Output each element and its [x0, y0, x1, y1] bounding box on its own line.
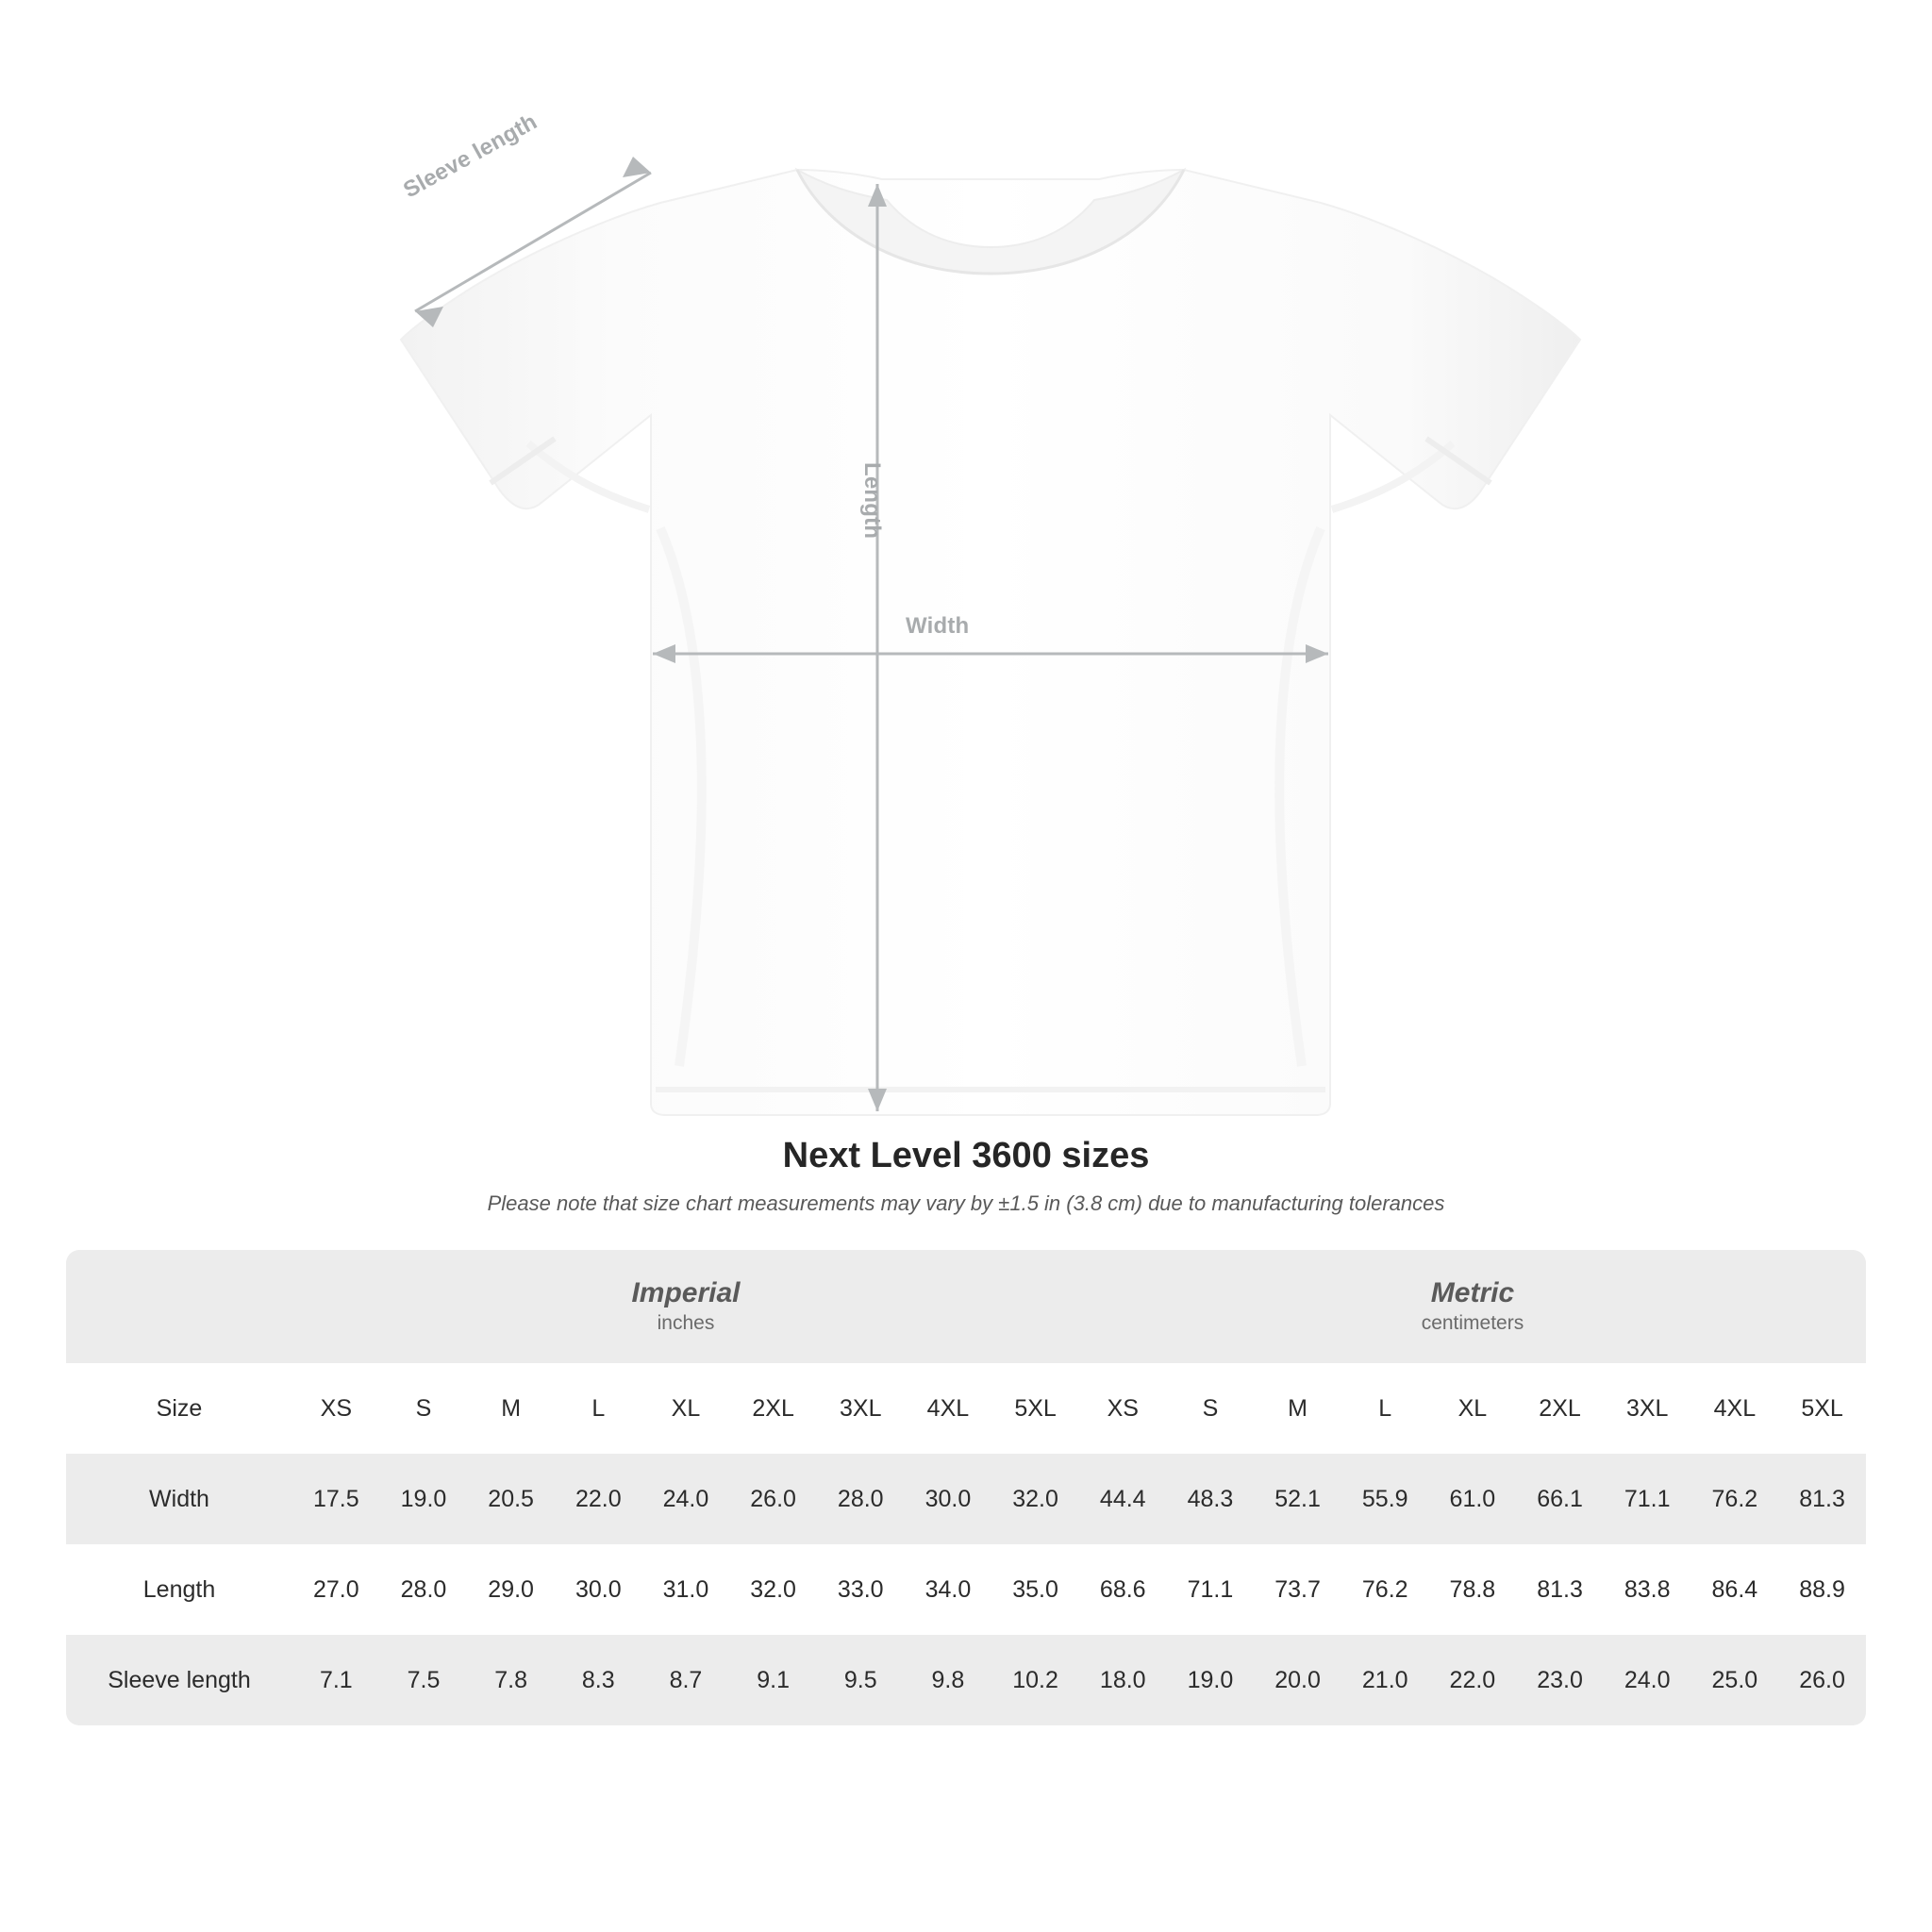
cell-length-imperial-4xl: 34.0 [905, 1544, 992, 1635]
tolerance-note: Please note that size chart measurements may vary by ±1.5 in (3.8 cm) due to manufacturing tolerances [487, 1191, 1445, 1215]
cell-width-metric-s: 48.3 [1167, 1454, 1255, 1544]
size-header-imperial-xl: XL [642, 1363, 730, 1454]
metric-sublabel: centimeters [1421, 1311, 1524, 1334]
cell-width-metric-5xl: 81.3 [1778, 1454, 1866, 1544]
cell-width-metric-m: 52.1 [1254, 1454, 1341, 1544]
imperial-label: Imperial [631, 1277, 741, 1309]
cell-sleeve-imperial-4xl: 9.8 [905, 1635, 992, 1725]
cell-length-metric-4xl: 86.4 [1691, 1544, 1779, 1635]
row-label-sleeve-length: Sleeve length [66, 1635, 292, 1725]
size-table [66, 1250, 1866, 1725]
cell-sleeve-imperial-2xl: 9.1 [729, 1635, 817, 1725]
row-label-length: Length [66, 1544, 292, 1635]
width-label: Width [906, 613, 970, 639]
cell-width-metric-xl: 61.0 [1429, 1454, 1517, 1544]
imperial-sublabel: inches [657, 1311, 715, 1334]
table-row [66, 1544, 1866, 1635]
cell-length-imperial-3xl: 33.0 [817, 1544, 905, 1635]
cell-length-imperial-s: 28.0 [380, 1544, 468, 1635]
cell-width-imperial-s: 19.0 [380, 1454, 468, 1544]
unit-corner-cell [66, 1250, 292, 1363]
table-row [66, 1454, 1866, 1544]
cell-sleeve-metric-5xl: 26.0 [1778, 1635, 1866, 1725]
cell-sleeve-metric-4xl: 25.0 [1691, 1635, 1779, 1725]
cell-sleeve-imperial-3xl: 9.5 [817, 1635, 905, 1725]
cell-width-metric-xs: 44.4 [1079, 1454, 1167, 1544]
size-header-imperial-4xl: 4XL [905, 1363, 992, 1454]
size-header-metric-5xl: 5XL [1778, 1363, 1866, 1454]
row-label-width: Width [66, 1454, 292, 1544]
size-header-imperial-3xl: 3XL [817, 1363, 905, 1454]
size-header-imperial-5xl: 5XL [991, 1363, 1079, 1454]
cell-width-imperial-5xl: 32.0 [991, 1454, 1079, 1544]
cell-sleeve-imperial-m: 7.8 [467, 1635, 555, 1725]
cell-sleeve-metric-3xl: 24.0 [1604, 1635, 1691, 1725]
size-header-metric-l: L [1341, 1363, 1429, 1454]
cell-sleeve-imperial-xl: 8.7 [642, 1635, 730, 1725]
cell-length-imperial-m: 29.0 [467, 1544, 555, 1635]
cell-width-metric-4xl: 76.2 [1691, 1454, 1779, 1544]
size-header-metric-s: S [1167, 1363, 1255, 1454]
cell-length-imperial-xl: 31.0 [642, 1544, 730, 1635]
cell-length-metric-l: 76.2 [1341, 1544, 1429, 1635]
cell-sleeve-imperial-l: 8.3 [555, 1635, 642, 1725]
cell-sleeve-imperial-s: 7.5 [380, 1635, 468, 1725]
cell-width-imperial-xl: 24.0 [642, 1454, 730, 1544]
cell-width-imperial-xs: 17.5 [292, 1454, 380, 1544]
size-header-imperial-2xl: 2XL [729, 1363, 817, 1454]
cell-sleeve-metric-l: 21.0 [1341, 1635, 1429, 1725]
cell-sleeve-imperial-5xl: 10.2 [991, 1635, 1079, 1725]
table-row [66, 1635, 1866, 1725]
unit-header-row [66, 1250, 1866, 1363]
cell-length-metric-2xl: 81.3 [1516, 1544, 1604, 1635]
cell-length-metric-xl: 78.8 [1429, 1544, 1517, 1635]
size-header-metric-3xl: 3XL [1604, 1363, 1691, 1454]
cell-width-imperial-m: 20.5 [467, 1454, 555, 1544]
length-label: Length [859, 462, 885, 540]
cell-length-metric-s: 71.1 [1167, 1544, 1255, 1635]
cell-width-imperial-4xl: 30.0 [905, 1454, 992, 1544]
size-header-imperial-l: L [555, 1363, 642, 1454]
cell-sleeve-metric-s: 19.0 [1167, 1635, 1255, 1725]
size-table-wrapper [66, 1250, 1866, 1725]
size-header-label: Size [66, 1363, 292, 1454]
cell-length-imperial-5xl: 35.0 [991, 1544, 1079, 1635]
size-header-imperial-xs: XS [292, 1363, 380, 1454]
size-header-metric-xl: XL [1429, 1363, 1517, 1454]
cell-sleeve-imperial-xs: 7.1 [292, 1635, 380, 1725]
cell-sleeve-metric-2xl: 23.0 [1516, 1635, 1604, 1725]
cell-width-metric-l: 55.9 [1341, 1454, 1429, 1544]
cell-width-metric-3xl: 71.1 [1604, 1454, 1691, 1544]
cell-length-metric-xs: 68.6 [1079, 1544, 1167, 1635]
size-header-imperial-m: M [467, 1363, 555, 1454]
size-header-metric-2xl: 2XL [1516, 1363, 1604, 1454]
size-header-row [66, 1363, 1866, 1454]
cell-length-imperial-l: 30.0 [555, 1544, 642, 1635]
cell-length-imperial-xs: 27.0 [292, 1544, 380, 1635]
metric-label: Metric [1430, 1277, 1515, 1309]
imperial-unit-header [292, 1250, 1079, 1363]
cell-length-metric-5xl: 88.9 [1778, 1544, 1866, 1635]
cell-sleeve-metric-m: 20.0 [1254, 1635, 1341, 1725]
cell-width-imperial-2xl: 26.0 [729, 1454, 817, 1544]
cell-width-metric-2xl: 66.1 [1516, 1454, 1604, 1544]
title-block [0, 1136, 1932, 1216]
cell-length-imperial-2xl: 32.0 [729, 1544, 817, 1635]
cell-length-metric-m: 73.7 [1254, 1544, 1341, 1635]
shirt-shape [401, 170, 1580, 1115]
size-header-metric-m: M [1254, 1363, 1341, 1454]
cell-width-imperial-3xl: 28.0 [817, 1454, 905, 1544]
size-header-metric-4xl: 4XL [1691, 1363, 1779, 1454]
sleeve-length-label: Sleeve length [399, 108, 541, 204]
page-title: Next Level 3600 sizes [782, 1136, 1150, 1175]
size-header-metric-xs: XS [1079, 1363, 1167, 1454]
size-header-imperial-s: S [380, 1363, 468, 1454]
cell-length-metric-3xl: 83.8 [1604, 1544, 1691, 1635]
metric-unit-header [1079, 1250, 1866, 1363]
cell-sleeve-metric-xs: 18.0 [1079, 1635, 1167, 1725]
cell-sleeve-metric-xl: 22.0 [1429, 1635, 1517, 1725]
cell-width-imperial-l: 22.0 [555, 1454, 642, 1544]
